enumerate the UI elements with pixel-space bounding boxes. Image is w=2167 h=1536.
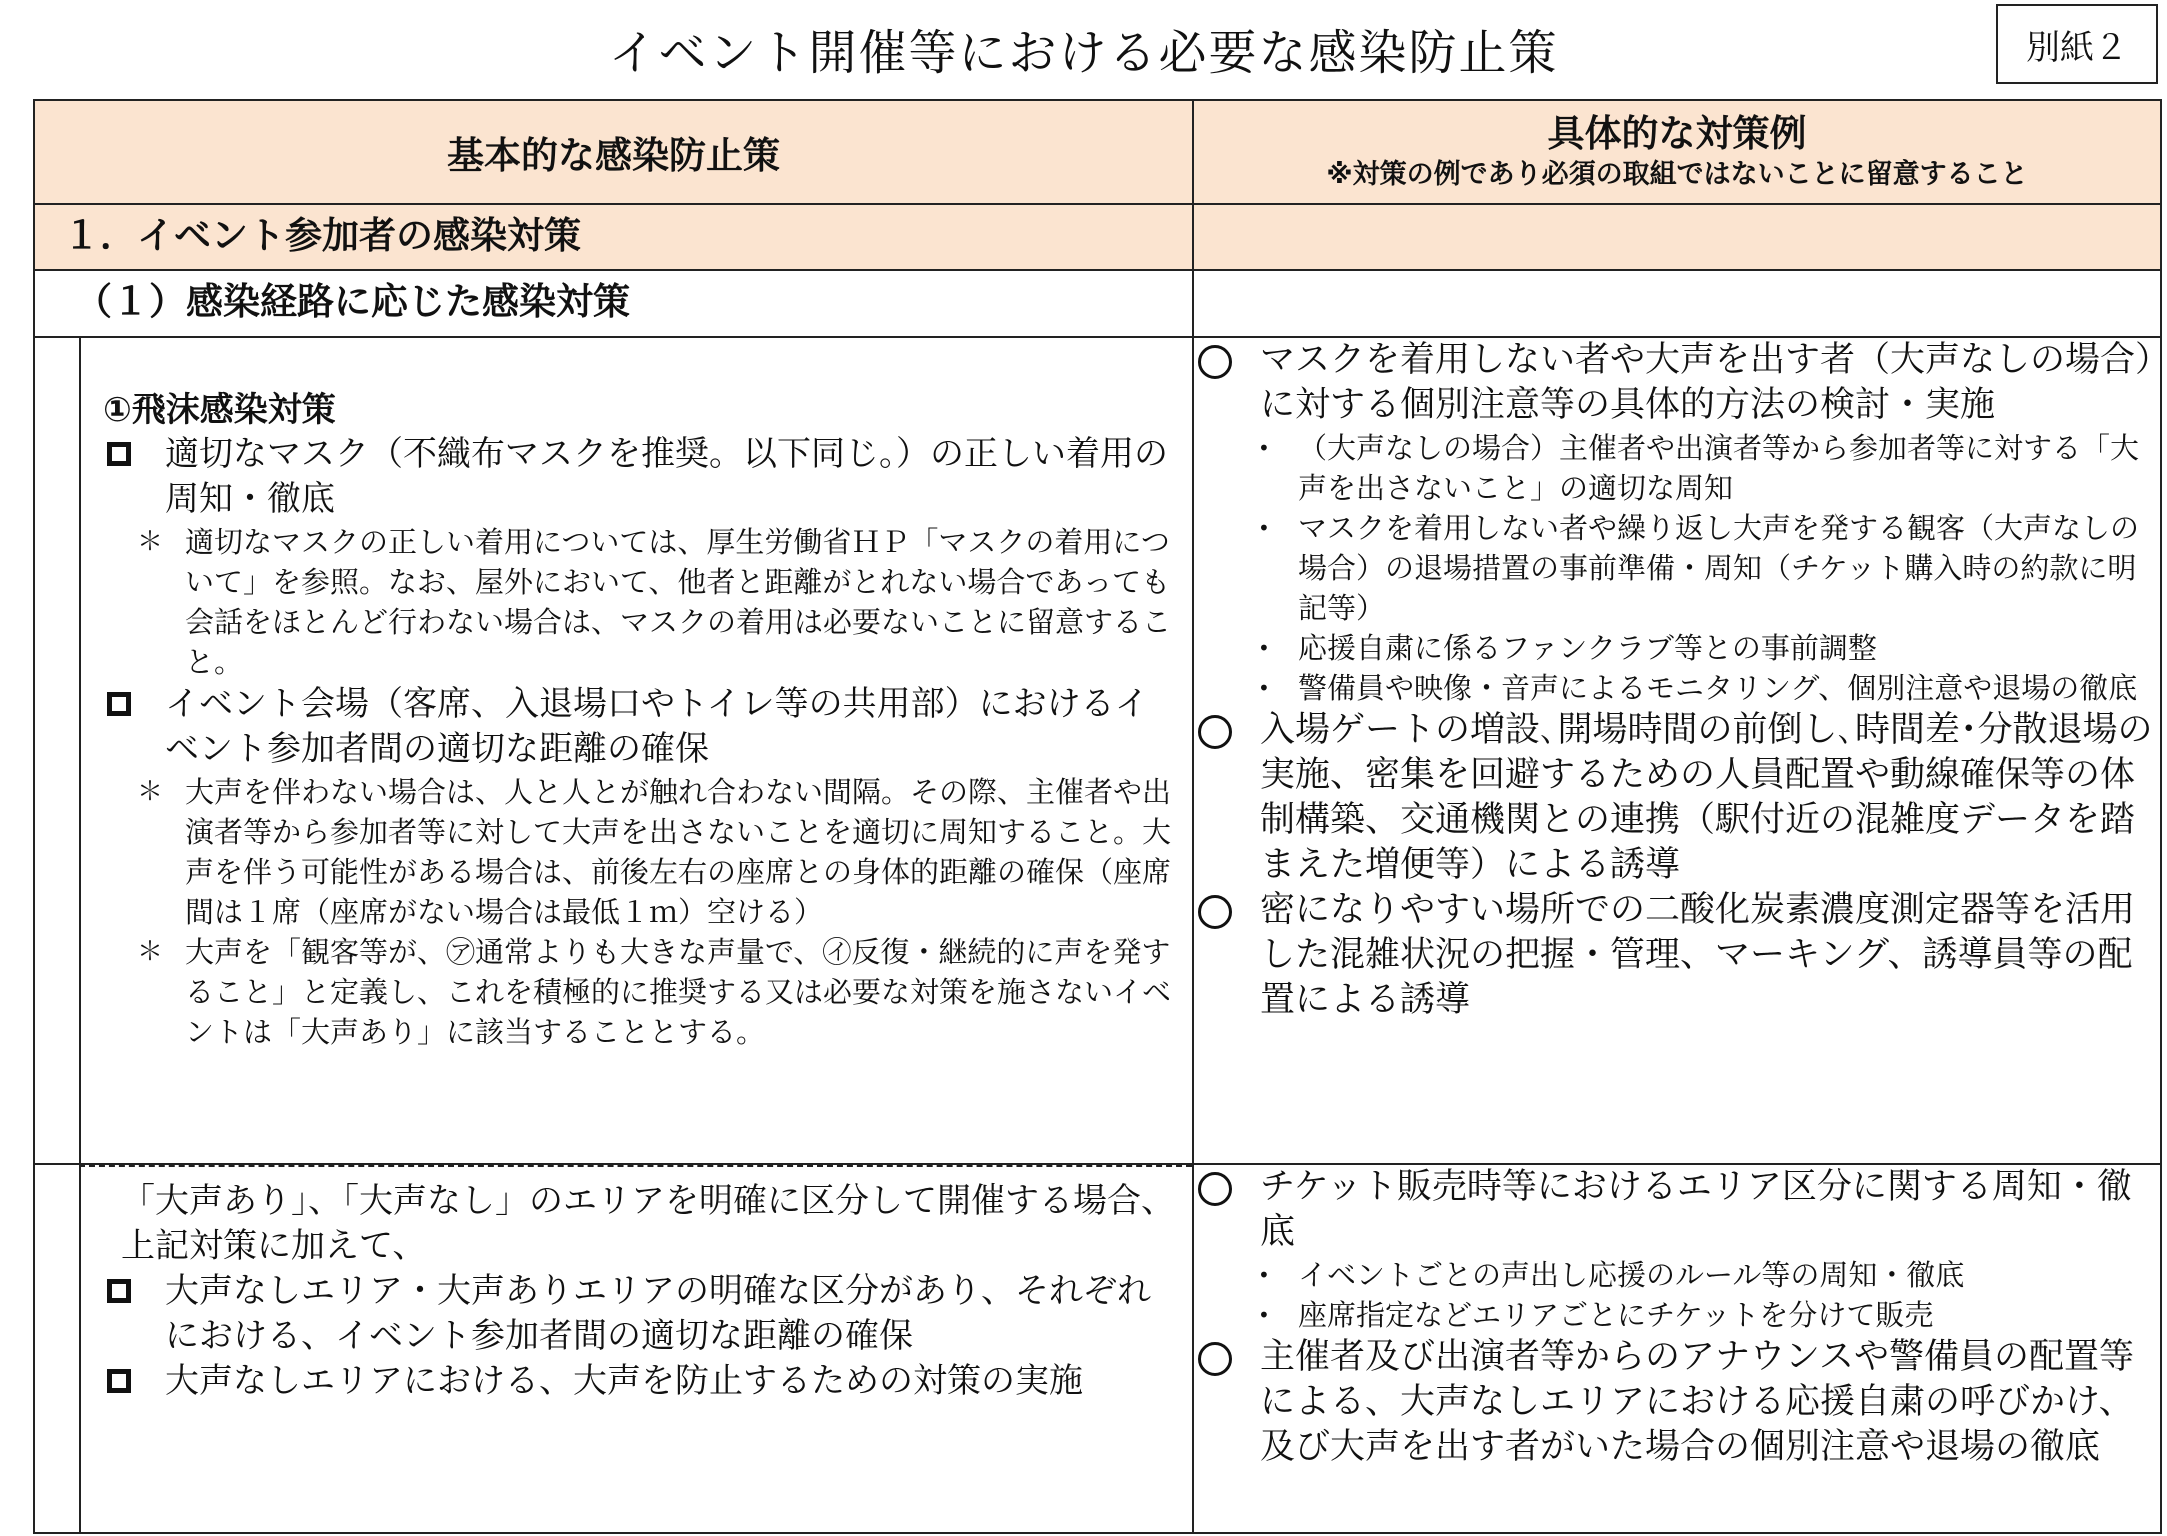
- example-item: [1194, 888, 2160, 1023]
- bullet-dot-icon: •: [1258, 636, 1270, 660]
- bullet-dot-icon: •: [1258, 1263, 1270, 1287]
- checklist-item-text: イベント会場（客席、入退場口やトイレ等の共用部）におけるイベント参加者間の適切な距離の確保: [165, 684, 1149, 769]
- checklist-item: [103, 432, 1182, 522]
- sub-bullet-item: [1258, 428, 2160, 508]
- example-item: [1194, 1165, 2160, 1255]
- header-right: [1193, 100, 2161, 204]
- page-title: イベント開催等における必要な感染防止策: [608, 25, 1559, 81]
- asterisk-icon: ＊: [137, 777, 164, 807]
- asterisk-icon: ＊: [137, 527, 164, 557]
- section-row: [34, 204, 2161, 270]
- circle-bullet-icon: [1198, 715, 1232, 749]
- sub-bullet-text: イベントごとの声出し応援のルール等の周知・徹底: [1298, 1258, 1965, 1292]
- sub-bullet-item: [1258, 1255, 2160, 1295]
- subsection-right-empty: [1193, 270, 2161, 337]
- checkbox-square-icon: [107, 442, 131, 466]
- header-right-title: 具体的な対策例: [1547, 112, 1807, 155]
- header-right-note: ※対策の例であり必須の取組ではないことに留意すること: [1326, 159, 2028, 190]
- left-bottom-inner: [79, 1165, 1192, 1532]
- checklist-item: [103, 1359, 1182, 1404]
- example-item-text: 主催者及び出演者等からのアナウンスや警備員の配置等による、大声なしエリアにおける応援自粛の呼びかけ、及び大声を出す者がいた場合の個別注意や退場の徹底: [1260, 1337, 2134, 1467]
- left-top-list: [103, 432, 1182, 1052]
- bullet-dot-icon: •: [1258, 676, 1270, 700]
- note-item: [137, 772, 1182, 932]
- bullet-dot-icon: •: [1258, 516, 1270, 540]
- sub-bullet-text: 座席指定などエリアごとにチケットを分けて販売: [1298, 1298, 1934, 1332]
- right-top-list: [1194, 338, 2160, 1023]
- example-item-text: 密になりやすい場所での二酸化炭素濃度測定器等を活用した混雑状況の把握・管理、マーキング、誘導員等の配置による誘導: [1260, 890, 2136, 1020]
- sub-bullet-text: 警備員や映像・音声によるモニタリング、個別注意や退場の徹底: [1298, 671, 2138, 705]
- section-title: １．イベント参加者の感染対策: [34, 204, 1193, 270]
- example-item-text: 入場ゲートの増設､開場時間の前倒し､時間差･分散退場の実施、密集を回避するための人員配置や動線確保等の体制構築、交通機関との連携（駅付近の混雑度データを踏まえた増便等）による誘導: [1260, 710, 2153, 885]
- circle-bullet-icon: [1198, 345, 1232, 379]
- subsection-row: [34, 270, 2161, 337]
- sub-bullet-text: 応援自粛に係るファンクラブ等との事前調整: [1298, 631, 1877, 665]
- checklist-item-text: 大声なしエリアにおける、大声を防止するための対策の実施: [165, 1361, 1083, 1401]
- bullet-dot-icon: •: [1258, 436, 1270, 460]
- checklist-item: [103, 682, 1182, 772]
- content-row-bottom: [34, 1164, 2161, 1533]
- right-bottom-list: [1194, 1165, 2160, 1470]
- note-item: [137, 932, 1182, 1052]
- right-bottom-cell: [1193, 1164, 2161, 1533]
- circle-bullet-icon: [1198, 1172, 1232, 1206]
- subsection-title: （１）感染経路に応じた感染対策: [34, 270, 1193, 337]
- left-top-cell: [34, 337, 1193, 1164]
- example-item: [1194, 708, 2160, 888]
- sub-bullet-item: [1258, 1295, 2160, 1335]
- note-text: 大声を「観客等が、㋐通常よりも大きな声量で、㋑反復・継続的に声を発すること」と定義し、これを積極的に推奨する又は必要な対策を施さないイベントは「大声あり」に該当することとする。: [185, 935, 1172, 1049]
- checklist-item-text: 大声なしエリア・大声ありエリアの明確な区分があり、それぞれにおける、イベント参加者間の適切な距離の確保: [165, 1271, 1151, 1356]
- left-bottom-cell: [34, 1164, 1193, 1533]
- example-item: [1194, 1335, 2160, 1470]
- checkbox-square-icon: [107, 1369, 131, 1393]
- right-top-cell: [1193, 337, 2161, 1164]
- checklist-item-text: 適切なマスク（不織布マスクを推奨。以下同じ。）の正しい着用の周知・徹底: [165, 434, 1168, 519]
- content-row-top: [34, 337, 2161, 1164]
- sub-bullet-item: [1258, 628, 2160, 668]
- attachment-label: 別紙２: [1996, 4, 2158, 84]
- note-text: 適切なマスクの正しい着用については、厚生労働省ＨＰ「マスクの着用について」を参照。なお、屋外において、他者と距離がとれない場合であっても会話をほとんど行わない場合は、マスクの着用は必要ないことに留意すること。: [185, 525, 1172, 679]
- circle-bullet-icon: [1198, 1342, 1232, 1376]
- header-row: [34, 100, 2161, 204]
- area-lead-text: 「大声あり」、「大声なし」のエリアを明確に区分して開催する場合、上記対策に加えて、: [121, 1181, 1175, 1266]
- circle-bullet-icon: [1198, 895, 1232, 929]
- bullet-dot-icon: •: [1258, 1303, 1270, 1327]
- sub-bullet-item: [1258, 508, 2160, 628]
- sub-bullet-text: （大声なしの場合）主催者や出演者等から参加者等に対する「大声を出さないこと」の適切な周知: [1298, 431, 2140, 505]
- section-right-empty: [1193, 204, 2161, 270]
- measures-table: [33, 99, 2162, 1534]
- checkbox-square-icon: [107, 692, 131, 716]
- asterisk-icon: ＊: [137, 937, 164, 967]
- sub-bullet-item: [1258, 668, 2160, 708]
- checkbox-square-icon: [107, 1279, 131, 1303]
- left-top-inner: [79, 338, 1192, 1163]
- example-item-text: マスクを着用しない者や大声を出す者（大声なしの場合）に対する個別注意等の具体的方法の検討・実施: [1260, 340, 2153, 425]
- note-text: 大声を伴わない場合は、人と人とが触れ合わない間隔。その際、主催者や出演者等から参加者等に対して大声を出さないことを適切に周知すること。大声を伴う可能性がある場合は、前後左右の座席との身体的距離の確保（座席間は１席（座席がない場合は最低１ｍ）空ける）: [185, 775, 1172, 929]
- checklist-item: [103, 1269, 1182, 1359]
- example-item-text: チケット販売時等におけるエリア区分に関する周知・徹底: [1260, 1167, 2132, 1252]
- left-bottom-list: [103, 1269, 1182, 1404]
- sub-bullet-text: マスクを着用しない者や繰り返し大声を発する観客（大声なしの場合）の退場措置の事前準備・周知（チケット購入時の約款に明記等）: [1298, 511, 2140, 625]
- note-item: [137, 522, 1182, 682]
- example-item: [1194, 338, 2160, 428]
- droplet-heading: ①飛沫感染対策: [103, 390, 336, 430]
- header-left: 基本的な感染防止策: [34, 100, 1193, 204]
